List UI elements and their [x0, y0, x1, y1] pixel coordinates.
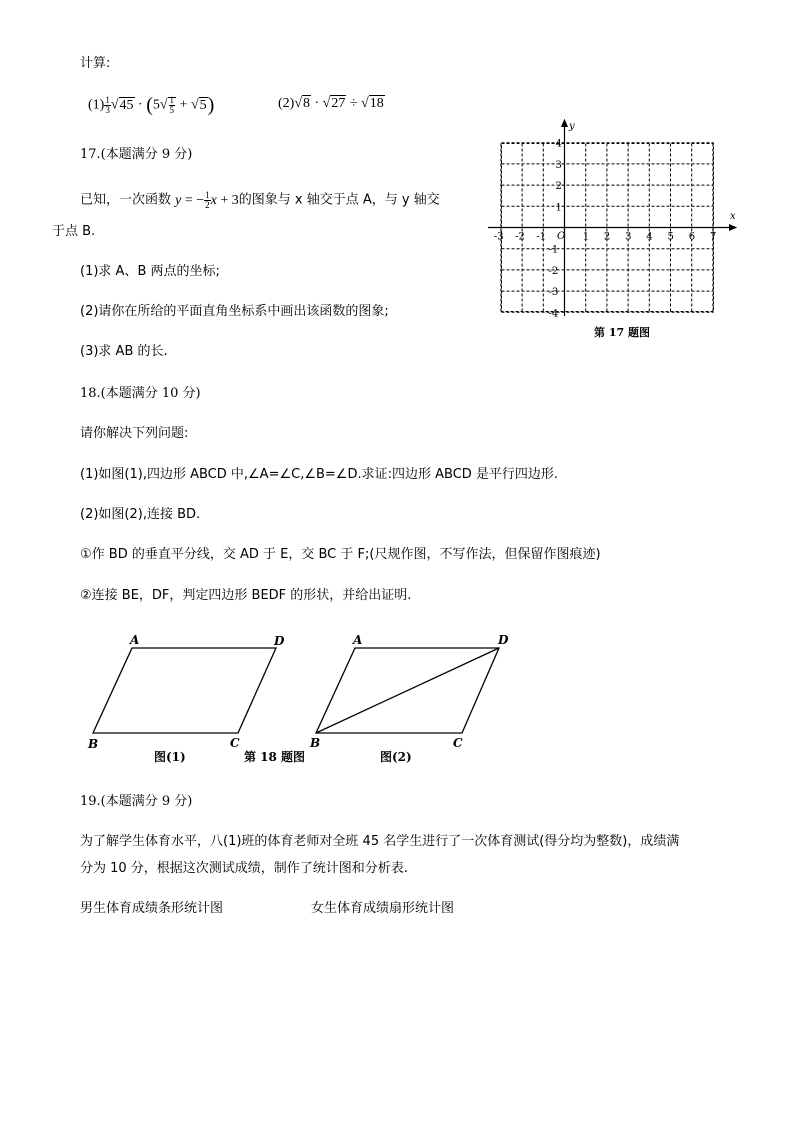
- diagonal-bd: [316, 648, 499, 733]
- x-tick-label: 7: [709, 231, 717, 243]
- y-tick-label: 4: [555, 138, 562, 150]
- girls-chart-title: 女生体育成绩扇形统计图: [311, 901, 455, 916]
- q18-sub1: ①作 BD 的垂直平分线，交 AD 于 E，交 BC 于 F;(尺规作图，不写作法，但保留作图痕迹): [80, 547, 601, 562]
- vertex-b-label: B: [310, 736, 321, 750]
- vertex-a-label: A: [353, 633, 363, 647]
- vertex-d-label: D: [274, 634, 285, 648]
- figure-18-caption: 第 18 题图: [244, 750, 306, 764]
- q18-figure-1: [84, 630, 294, 765]
- q17-coordinate-grid: [486, 118, 741, 343]
- q17-stem-line2: 于点 B.: [52, 224, 96, 239]
- y-axis-label: y: [569, 121, 575, 132]
- y-tick-label: -1: [548, 244, 559, 256]
- x-tick-label: -3: [493, 231, 504, 243]
- q16-expression-2: (2)√8 · √27 ÷ √18: [278, 96, 384, 111]
- x-tick-label: -1: [536, 231, 547, 243]
- q18-intro: 请你解决下列问题:: [80, 426, 189, 441]
- q18-heading: 18.(本题满分 10 分): [80, 386, 201, 401]
- q19-heading: 19.(本题满分 9 分): [80, 794, 193, 809]
- y-tick-label: -3: [548, 287, 559, 299]
- x-tick-label: 5: [667, 231, 674, 243]
- origin-label: O: [557, 231, 566, 242]
- q18-figure-2: [306, 630, 526, 765]
- y-tick-label: -2: [548, 265, 559, 277]
- q18-part1: (1)如图(1),四边形 ABCD 中,∠A=∠C,∠B=∠D.求证:四边形 ABCD 是平行四边形.: [80, 467, 559, 482]
- x-tick-label: -2: [515, 231, 525, 243]
- q18-part2: (2)如图(2),连接 BD.: [80, 507, 201, 522]
- q17-heading: 17.(本题满分 9 分): [80, 147, 193, 162]
- figure-1-caption: 图(1): [154, 750, 186, 764]
- q17-part2: (2)请你在所给的平面直角坐标系中画出该函数的图象;: [80, 304, 389, 319]
- vertex-c-label: C: [453, 736, 463, 750]
- y-tick-label: -4: [548, 308, 559, 320]
- q18-sub2: ②连接 BE，DF，判定四边形 BEDF 的形状，并给出证明.: [80, 588, 412, 603]
- vertex-c-label: C: [230, 736, 240, 750]
- q16-part2-label: (2): [278, 96, 295, 111]
- q16-heading: 计算:: [80, 56, 111, 71]
- q17-figure-caption: 第 17 题图: [594, 326, 650, 339]
- y-tick-label: 2: [555, 181, 562, 193]
- vertex-d-label: D: [498, 633, 509, 647]
- q17-part3: (3)求 AB 的长.: [80, 344, 168, 359]
- y-tick-label: 3: [555, 159, 562, 171]
- q19-line2: 分为 10 分，根据这次测试成绩，制作了统计图和分析表.: [80, 861, 408, 876]
- vertex-b-label: B: [88, 737, 99, 751]
- boys-chart-title: 男生体育成绩条形统计图: [80, 901, 224, 916]
- parallelogram-abcd: [93, 648, 276, 733]
- function-expression: y = − $\frac{1}{2}$ x + 3: [175, 190, 239, 210]
- q16-part1-label: (1): [88, 97, 105, 113]
- x-tick-label: 2: [603, 231, 611, 243]
- x-axis-label: x: [730, 211, 736, 222]
- radicand-45: 45: [119, 97, 134, 113]
- q17-stem: 已知，一次函数 y = − $\frac{1}{2}$ x + 3的图象与 x 轴交于点 A，与 y 轴交: [80, 190, 440, 210]
- y-tick-label: 1: [555, 202, 562, 214]
- fraction-one-third: $\frac{1}{3}$: [105, 95, 110, 115]
- vertex-a-label: A: [130, 633, 140, 647]
- q19-line1: 为了解学生体育水平，八(1)班的体育老师对全班 45 名学生进行了一次体育测试(得分均为整数)，成绩满: [80, 834, 680, 849]
- x-tick-label: 6: [688, 231, 696, 243]
- q16-expression-1: (1) $\frac{1}{3}$ √45 · (5√ $\frac{1}{5}$ + √5): [88, 94, 215, 116]
- q17-part1: (1)求 A、B 两点的坐标;: [80, 264, 220, 279]
- figure-2-caption: 图(2): [380, 750, 412, 764]
- x-tick-label: 1: [582, 231, 590, 243]
- x-tick-label: 4: [646, 231, 653, 243]
- x-tick-label: 3: [625, 231, 632, 243]
